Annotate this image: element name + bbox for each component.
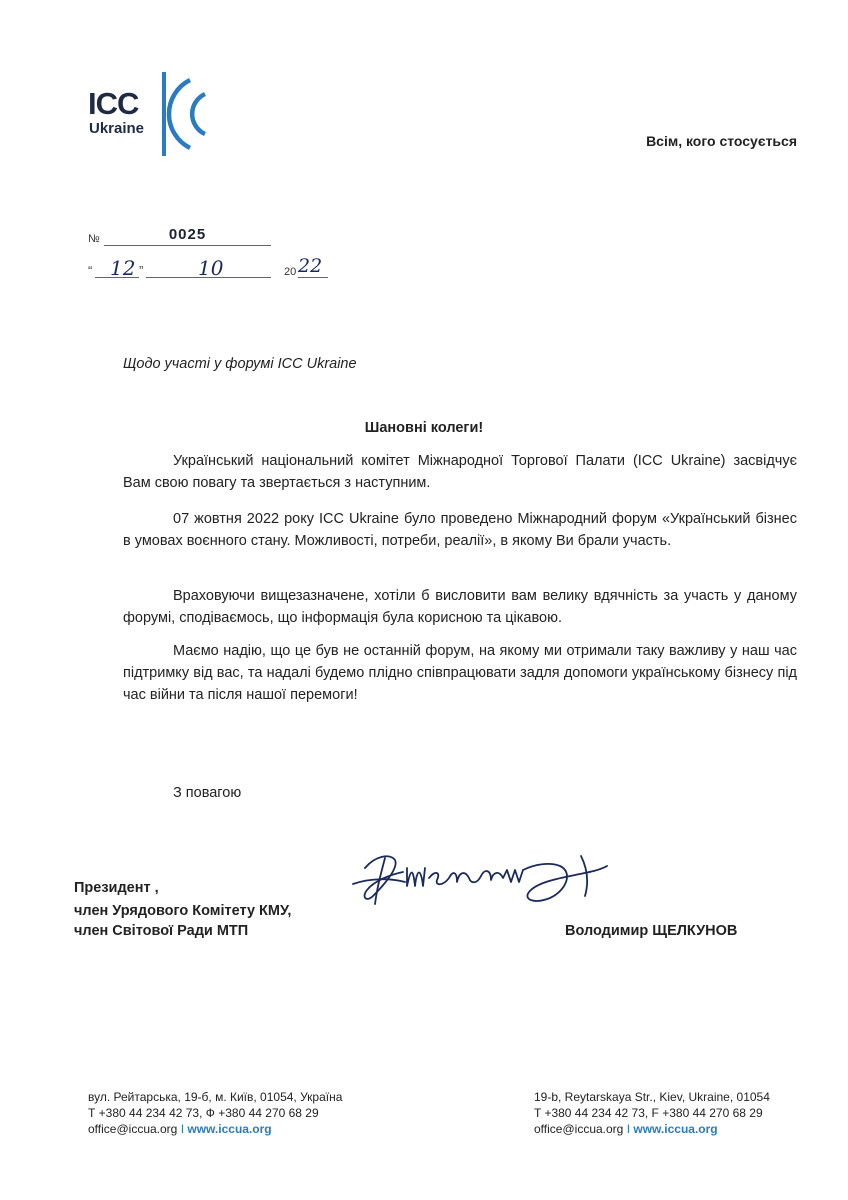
greeting: Шановні колеги! — [364, 420, 484, 436]
footer-website-en[interactable]: www.iccua.org — [633, 1122, 718, 1136]
logo-text-icc: ICC — [88, 86, 139, 121]
signatory-title-1: Президент , — [74, 880, 159, 896]
icc-logo-arcs-icon — [160, 70, 210, 160]
body-paragraph-2: 07 жовтня 2022 року ICC Ukraine було проведено Міжнародний форум «Український бізнес в умовах воєнного стану. Можливості, потреби, реалії», в якому Ви брали участь. — [123, 511, 797, 549]
footer-website-ua[interactable]: www.iccua.org — [187, 1122, 272, 1136]
date-open-quote: “ — [88, 263, 93, 278]
footer-email-en[interactable]: office@iccua.org — [534, 1122, 624, 1136]
footer-address-en: 19-b, Reytarskaya Str., Kiev, Ukraine, 01054 — [534, 1090, 770, 1104]
logo-text-ukraine: Ukraine — [89, 120, 145, 137]
footer-phones-ua: Т +380 44 234 42 73, Ф +380 44 270 68 29 — [88, 1106, 319, 1120]
footer-email-row-ua — [88, 1121, 342, 1137]
footer-contacts-ua — [88, 1089, 342, 1137]
footer-email-row-en — [534, 1121, 770, 1137]
recipient-line: Всім, кого стосується — [646, 133, 797, 149]
signatory-title-3: член Світової Ради МТП — [74, 923, 249, 939]
date-year-suffix: 22 — [298, 255, 323, 277]
date-month: 10 — [198, 256, 224, 280]
subject-line: Щодо участі у форумі ICC Ukraine — [123, 356, 357, 372]
date-day: 12 — [110, 256, 136, 280]
signatory-name: Володимир ЩЕЛКУНОВ — [565, 923, 738, 939]
footer-separator-en: I — [626, 1122, 631, 1136]
footer-separator-ua: I — [180, 1122, 185, 1136]
body-paragraph-1: Український національний комітет Міжнародної Торгової Палати (ICC Ukraine) засвідчує Вам свою повагу та звертається з наступним. — [123, 453, 797, 491]
year-underline — [298, 277, 328, 278]
body-paragraph-3: Враховуючи вищезазначене, хотіли б висловити вам велику вдячність за участь у даному форумі, сподіваємось, що інформація була корисною та цікавою. — [123, 588, 797, 626]
footer-phones-en: T +380 44 234 42 73, F +380 44 270 68 29 — [534, 1106, 763, 1120]
footer-email-ua[interactable]: office@iccua.org — [88, 1122, 178, 1136]
number-underline — [104, 245, 271, 246]
signatory-title-2: член Урядового Комітету КМУ, — [74, 903, 292, 919]
closing: З повагою — [173, 785, 242, 801]
number-label: № — [88, 233, 100, 245]
handwritten-signature-icon — [345, 838, 615, 918]
document-number: 0025 — [168, 226, 207, 243]
footer-address-ua: вул. Рейтарська, 19-б, м. Київ, 01054, Україна — [88, 1090, 343, 1104]
body-paragraph-4: Маємо надію, що це був не останній форум, на якому ми отримали таку важливу у наш час підтримку від вас, та надалі будемо плідно співпрацювати задля допомоги українському бізнесу під час війни та після нашої перемоги! — [123, 643, 797, 703]
footer-contacts-en — [534, 1089, 770, 1137]
year-prefix: 20 — [284, 266, 297, 278]
date-close-quote: ” — [139, 263, 144, 278]
